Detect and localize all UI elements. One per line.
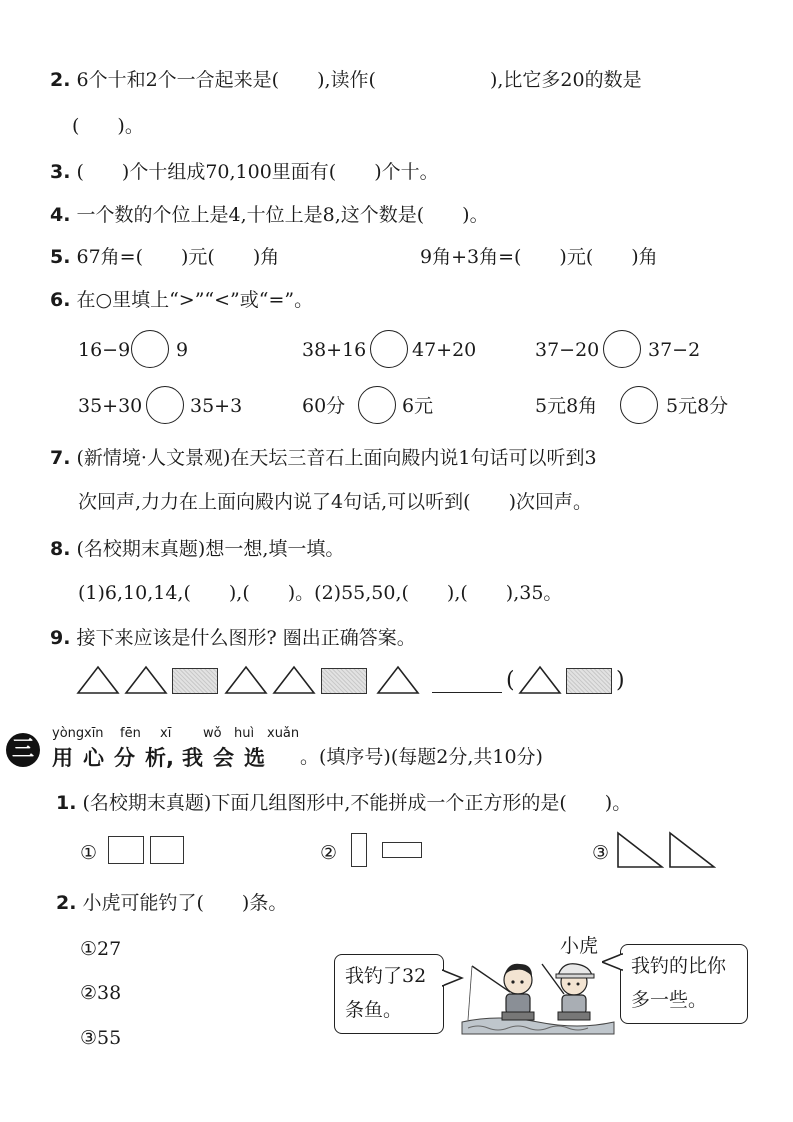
title-char: 分 — [114, 746, 135, 770]
name-label: 小虎 — [560, 935, 599, 957]
gray-rectangle-option[interactable] — [566, 668, 612, 694]
choice-question-1 — [56, 791, 631, 815]
question-number: 1. — [56, 792, 77, 814]
compare-left: 60分 — [302, 395, 346, 417]
question-8-line2: (1)6,10,14,( ),( )。(2)55,50,( ),( ),35。 — [78, 582, 563, 604]
question-5 — [50, 245, 279, 269]
question-text: (名校期末真题)下面几组图形中,不能拼成一个正方形的是( )。 — [82, 792, 632, 814]
pinyin-4: xī — [160, 726, 172, 741]
pinyin-6: huì — [234, 726, 255, 741]
gray-rectangle-shape — [321, 668, 367, 694]
title-char: 析 — [145, 746, 166, 770]
question-number: 2. — [50, 69, 71, 91]
question-4 — [50, 203, 489, 227]
option-3[interactable]: ③55 — [80, 1027, 122, 1049]
compare-circle[interactable] — [146, 386, 184, 424]
title-char: 会 — [212, 746, 234, 770]
compare-right: 5元8分 — [666, 395, 729, 417]
compare-right: 47+20 — [412, 339, 477, 361]
compare-right: 35+3 — [190, 395, 243, 417]
compare-left: 37−20 — [535, 339, 600, 361]
compare-circle[interactable] — [370, 330, 408, 368]
question-5-right: 9角+3角=( )元( )角 — [420, 246, 658, 268]
title-char: , — [166, 746, 174, 770]
question-2 — [50, 68, 642, 92]
question-text: 一个数的个位上是4,十位上是8,这个数是( )。 — [76, 204, 489, 226]
triangle-option[interactable] — [518, 665, 562, 695]
question-6 — [50, 288, 313, 312]
option-1-label[interactable]: ① — [80, 842, 98, 864]
question-number: 5. — [50, 246, 71, 268]
pinyin-1: yòng — [52, 726, 85, 741]
question-text: ( )个十组成70,100里面有( )个十。 — [76, 161, 439, 183]
question-text: 接下来应该是什么图形? 圈出正确答案。 — [76, 627, 416, 649]
answer-blank[interactable] — [432, 692, 502, 693]
right-triangle-piece — [616, 831, 664, 869]
question-text: (名校期末真题)想一想,填一填。 — [76, 538, 345, 560]
gray-rectangle-shape — [172, 668, 218, 694]
compare-right: 6元 — [402, 395, 434, 417]
tall-rectangle-piece — [351, 833, 367, 867]
option-1[interactable]: ①27 — [80, 938, 122, 960]
question-number: 7. — [50, 447, 71, 469]
choice-question-2 — [56, 891, 287, 915]
question-7 — [50, 446, 597, 470]
question-number: 3. — [50, 161, 71, 183]
triangle-shape — [376, 665, 420, 695]
compare-circle[interactable] — [603, 330, 641, 368]
fishing-kids-illustration — [458, 952, 618, 1036]
option-2[interactable]: ②38 — [80, 982, 122, 1004]
right-triangle-piece — [668, 831, 716, 869]
compare-right: 9 — [176, 339, 189, 361]
title-char: 选 — [243, 746, 265, 770]
question-text: 小虎可能钓了( )条。 — [82, 892, 288, 914]
compare-left: 16−9 — [78, 339, 131, 361]
question-7-line2: 次回声,力力在上面向殿内说了4句话,可以听到( )次回声。 — [78, 491, 592, 513]
title-char: 心 — [83, 746, 104, 770]
compare-circle[interactable] — [131, 330, 169, 368]
question-9 — [50, 626, 416, 650]
question-text: 6个十和2个一合起来是( ),读作( ),比它多20的数是 — [76, 69, 642, 91]
question-2-line2: ( )。 — [72, 115, 144, 137]
section-title — [52, 742, 265, 772]
question-text: (新情境·人文景观)在天坛三音石上面向殿内说1句话可以听到3 — [76, 447, 597, 469]
question-text: 在○里填上“>”“<”或“=”。 — [76, 289, 314, 311]
square-piece — [150, 836, 184, 864]
square-piece — [108, 836, 144, 864]
paren-close: ) — [616, 668, 625, 693]
speech-bubble-right: 我钓的比你多一些。 — [620, 944, 748, 1024]
compare-left: 35+30 — [78, 395, 143, 417]
title-char: 用 — [52, 746, 73, 770]
compare-circle[interactable] — [358, 386, 396, 424]
question-3 — [50, 160, 439, 184]
wide-rectangle-piece — [382, 842, 422, 858]
option-3-label[interactable]: ③ — [592, 842, 610, 864]
compare-left: 5元8角 — [535, 395, 598, 417]
triangle-shape — [124, 665, 168, 695]
pinyin-3: fēn — [120, 726, 141, 741]
question-number: 4. — [50, 204, 71, 226]
question-number: 9. — [50, 627, 71, 649]
compare-circle[interactable] — [620, 386, 658, 424]
compare-left: 38+16 — [302, 339, 367, 361]
option-2-label[interactable]: ② — [320, 842, 338, 864]
paren-open: ( — [506, 668, 515, 693]
triangle-shape — [76, 665, 120, 695]
pinyin-5: wǒ — [203, 726, 222, 741]
compare-right: 37−2 — [648, 339, 701, 361]
question-text-left: 67角=( )元( )角 — [76, 246, 280, 268]
section-instructions: 。(填序号)(每题2分,共10分) — [300, 746, 543, 768]
triangle-shape — [224, 665, 268, 695]
question-number: 6. — [50, 289, 71, 311]
question-number: 8. — [50, 538, 71, 560]
speech-bubble-left: 我钓了32条鱼。 — [334, 954, 444, 1034]
pinyin-7: xuǎn — [267, 726, 300, 741]
title-char: 我 — [181, 746, 203, 770]
question-number: 2. — [56, 892, 77, 914]
triangle-shape — [272, 665, 316, 695]
section-badge: 三 — [6, 733, 40, 767]
question-8 — [50, 537, 344, 561]
pinyin-2: xīn — [84, 726, 104, 741]
